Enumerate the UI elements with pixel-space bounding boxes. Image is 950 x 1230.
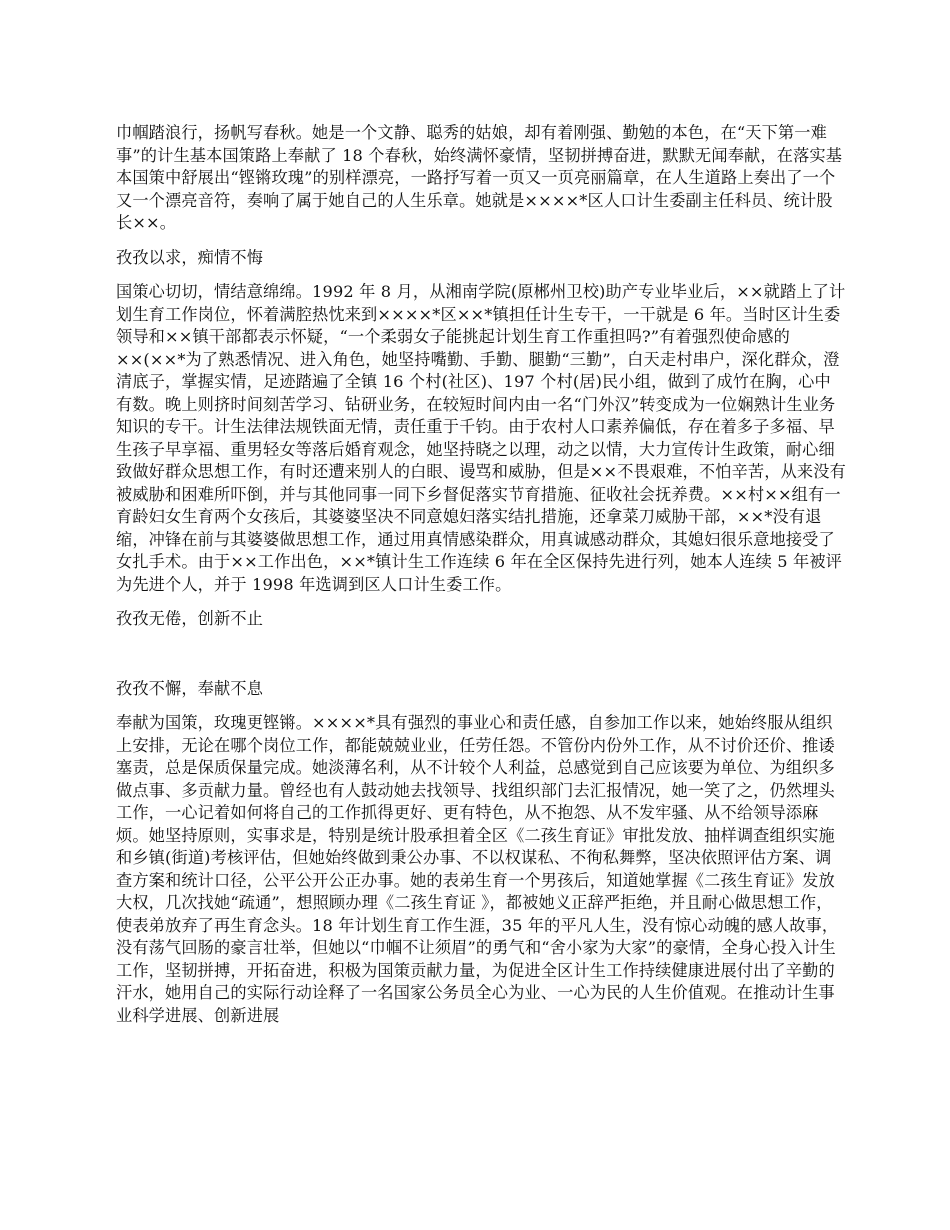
- document-body: [116, 122, 846, 1039]
- section-heading-1: 孜孜以求，痴情不悔: [116, 247, 264, 267]
- section-paragraph-1: 国策心切切，情结意绵绵。1992 年 8 月，从湘南学院(原郴州卫校)助产专业毕业后，××就踏上了计划生育工作岗位，怀着满腔热忱来到××××*区××*镇担任计生专干，一干就是 6 年。当时区计生委领导和××镇干部都表示怀疑，“一个柔弱女子能挑起计划生育工作重担吗?”有着强烈使命感的××(××*为了熟悉情况、进入角色，她坚持嘴勤、手勤、腿勤“三勤”，白天走村串户，深化群众，澄清底子，掌握实情，足迹踏遍了全镇 16 个村(社区)、197 个村(居)民小组，做到了成竹在胸，心中有数。晚上则挤时间刻苦学习、钻研业务，在较短时间内由一名“门外汉”转变成为一位娴熟计生业务知识的专干。计生法律法规铁面无情，责任重于千钧。由于农村人口素养偏低，存在着多子多福、早生孩子早享福、重男轻女等落后婚育观念，她坚持晓之以理，动之以情，大力宣传计生政策，耐心细致做好群众思想工作，有时还遭来别人的白眼、谩骂和威胁，但是××不畏艰难，不怕辛苦，从来没有被威胁和困难所吓倒，并与其他同事一同下乡督促落实节育措施、征收社会抚养费。××村××组有一育龄妇女生育两个女孩后，其婆婆坚决不同意媳妇落实结扎措施，还拿菜刀威胁干部，××*没有退缩，冲锋在前与其婆婆做思想工作，通过用真情感染群众，用真诚感动群众，其媳妇很乐意地接受了女扎手术。由于××工作出色，××*镇计生工作连续 6 年在全区保持先进行列，她本人连续 5 年被评为先进个人，并于 1998 年选调到区人口计生委工作。: [116, 282, 846, 594]
- section-heading-3: 孜孜不懈，奉献不息: [116, 678, 264, 698]
- section-paragraph-3: 奉献为国策，玫瑰更铿锵。××××*具有强烈的事业心和责任感，自参加工作以来，她始终服从组织上安排，无论在哪个岗位工作，都能兢兢业业，任劳任怨。不管份内份外工作，从不讨价还价、推诿塞责，总是保质保量完成。她淡薄名利，从不计较个人利益，总感觉到自己应该要为单位、为组织多做点事、多贡献力量。曾经也有人鼓动她去找领导、找组织部门去汇报情况，她一笑了之，仍然埋头工作，一心记着如何将自己的工作抓得更好、更有特色，从不抱怨、从不发牢骚、从不给领导添麻烦。她坚持原则，实事求是，特别是统计股承担着全区《二孩生育证》审批发放、抽样调查组织实施和乡镇(街道)考核评估，但她始终做到秉公办事、不以权谋私、不徇私舞弊，坚决依照评估方案、调查方案和统计口径，公平公开公正办事。她的表弟生育一个男孩后，知道她掌握《二孩生育证》发放大权，几次找她“疏通”，想照顾办理《二孩生育证 》，都被她义正辞严拒绝，并且耐心做思想工作，使表弟放弃了再生育念头。18 年计划生育工作生涯，35 年的平凡人生，没有惊心动魄的感人故事，没有荡气回肠的豪言壮举，但她以“巾帼不让须眉”的勇气和“舍小家为大家”的豪情，全身心投入计生工作，坚韧拼搏，开拓奋进，积极为国策贡献力量，为促进全区计生工作持续健康进展付出了辛勤的汗水，她用自己的实际行动诠释了一名国家公务员全心为业、一心为民的人生价值观。在推动计生事业科学进展、创新进展: [116, 713, 839, 1025]
- section-heading-2: 孜孜无倦，创新不止: [116, 609, 264, 628]
- section-gap: [116, 643, 846, 678]
- intro-paragraph: 巾帼踏浪行，扬帆写春秋。她是一个文静、聪秀的姑娘，却有着刚强、勤勉的本色，在“天下第一难事”的计生基本国策路上奉献了 18 个春秋，始终满怀豪情，坚韧拼搏奋进，默默无闻奉献，在落实基本国策中舒展出“铿锵玫瑰”的别样漂亮，一路抒写着一页又一页亮丽篇章，在人生道路上奏出了一个又一个漂亮音符，奏响了属于她自己的人生乐章。她就是××××*区人口计生委副主任科员、统计股长××。: [116, 123, 843, 232]
